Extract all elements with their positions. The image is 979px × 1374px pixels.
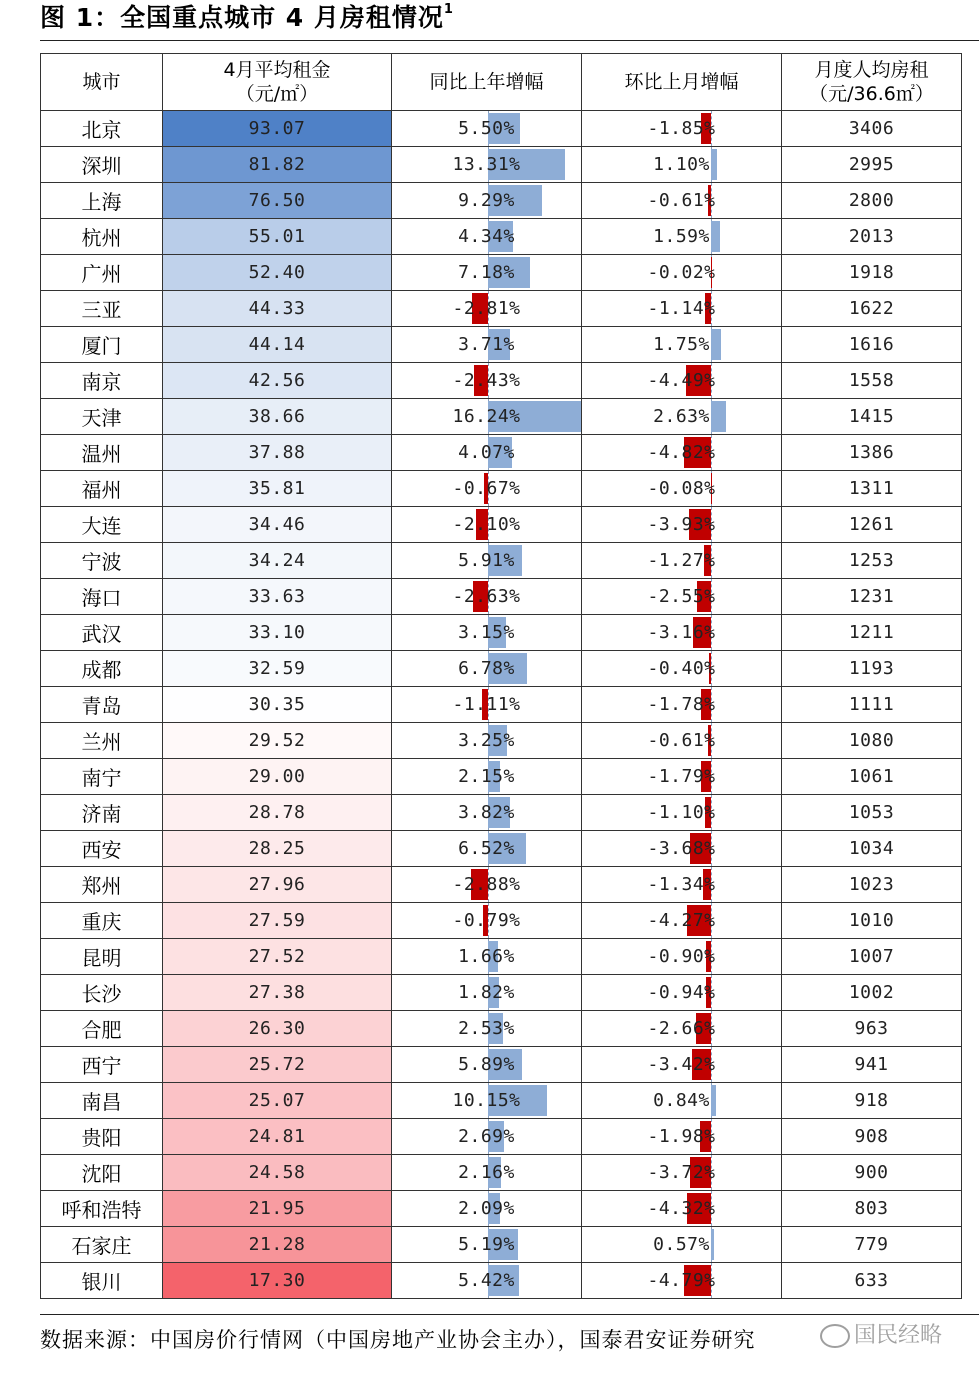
table-row [41, 327, 962, 363]
avg-rent-value: 24.58 [163, 1155, 392, 1191]
per-capita-rent-value: 3406 [782, 111, 962, 147]
watermark-text: 国民经略 [854, 1323, 943, 1348]
table-row [41, 543, 962, 579]
mom-cell [582, 795, 782, 831]
avg-rent-value: 28.25 [163, 831, 392, 867]
per-capita-rent-value: 633 [782, 1263, 962, 1299]
yoy-value: 10.15% [452, 1090, 521, 1111]
mom-cell [582, 147, 782, 183]
mom-value: 1.10% [653, 154, 710, 175]
avg-rent-value: 42.56 [163, 363, 392, 399]
yoy-value: 7.18% [458, 262, 515, 283]
yoy-cell [392, 759, 582, 795]
mom-value: 0.57% [653, 1234, 710, 1255]
mom-value: -3.68% [647, 838, 716, 859]
yoy-cell [392, 1227, 582, 1263]
yoy-cell [392, 1119, 582, 1155]
avg-rent-value: 29.00 [163, 759, 392, 795]
per-capita-rent-value: 1211 [782, 615, 962, 651]
city-name: 大连 [41, 507, 163, 543]
watermark [820, 1318, 942, 1354]
table-row [41, 651, 962, 687]
yoy-value: 13.31% [452, 154, 521, 175]
table-row [41, 399, 962, 435]
yoy-value: 3.15% [458, 622, 515, 643]
figure-title [40, 0, 454, 36]
per-capita-rent-value: 1002 [782, 975, 962, 1011]
mom-value: -3.42% [647, 1054, 716, 1075]
table-row [41, 1155, 962, 1191]
mom-value: -1.85% [647, 118, 716, 139]
city-name: 合肥 [41, 1011, 163, 1047]
city-name: 南京 [41, 363, 163, 399]
mom-cell [582, 543, 782, 579]
avg-rent-value: 93.07 [163, 111, 392, 147]
yoy-value: 2.15% [458, 766, 515, 787]
avg-rent-value: 29.52 [163, 723, 392, 759]
table-row [41, 939, 962, 975]
mom-cell [582, 111, 782, 147]
table-row [41, 687, 962, 723]
mom-bar [711, 149, 717, 180]
mom-cell [582, 903, 782, 939]
table-row [41, 435, 962, 471]
header-city: 城市 [41, 54, 163, 111]
avg-rent-value: 76.50 [163, 183, 392, 219]
yoy-cell [392, 471, 582, 507]
per-capita-rent-value: 1010 [782, 903, 962, 939]
mom-cell [582, 723, 782, 759]
mom-bar [711, 221, 720, 252]
table-row [41, 975, 962, 1011]
yoy-cell [392, 831, 582, 867]
per-capita-rent-value: 908 [782, 1119, 962, 1155]
mom-cell [582, 219, 782, 255]
city-name: 福州 [41, 471, 163, 507]
city-name: 呼和浩特 [41, 1191, 163, 1227]
city-name: 成都 [41, 651, 163, 687]
mom-bar [711, 1085, 716, 1116]
mom-cell [582, 939, 782, 975]
mom-value: -0.40% [647, 658, 716, 679]
mom-cell [582, 363, 782, 399]
yoy-value: -1.11% [452, 694, 521, 715]
per-capita-rent-value: 900 [782, 1155, 962, 1191]
yoy-cell [392, 147, 582, 183]
avg-rent-value: 27.96 [163, 867, 392, 903]
mom-value: -4.32% [647, 1198, 716, 1219]
per-capita-rent-value: 941 [782, 1047, 962, 1083]
header-yoy: 同比上年增幅 [392, 54, 582, 111]
yoy-value: -2.43% [452, 370, 521, 391]
city-name: 宁波 [41, 543, 163, 579]
table-row [41, 1191, 962, 1227]
mom-cell [582, 867, 782, 903]
table-row [41, 255, 962, 291]
mom-value: 0.84% [653, 1090, 710, 1111]
yoy-cell [392, 435, 582, 471]
mom-cell [582, 1047, 782, 1083]
table-row [41, 1119, 962, 1155]
yoy-cell [392, 903, 582, 939]
city-name: 银川 [41, 1263, 163, 1299]
header-per-capita-line1: 月度人均房租 [814, 59, 929, 81]
city-name: 厦门 [41, 327, 163, 363]
table-row [41, 1083, 962, 1119]
avg-rent-value: 21.95 [163, 1191, 392, 1227]
mom-value: -0.90% [647, 946, 716, 967]
city-name: 三亚 [41, 291, 163, 327]
yoy-cell [392, 399, 582, 435]
mom-cell [582, 507, 782, 543]
yoy-value: 1.82% [458, 982, 515, 1003]
mom-value: -1.78% [647, 694, 716, 715]
per-capita-rent-value: 1034 [782, 831, 962, 867]
yoy-cell [392, 507, 582, 543]
city-name: 上海 [41, 183, 163, 219]
per-capita-rent-value: 1261 [782, 507, 962, 543]
yoy-value: 2.09% [458, 1198, 515, 1219]
mom-value: -0.08% [647, 478, 716, 499]
yoy-cell [392, 1191, 582, 1227]
mom-cell [582, 1119, 782, 1155]
avg-rent-value: 33.63 [163, 579, 392, 615]
city-name: 贵阳 [41, 1119, 163, 1155]
header-avg-rent-line2: （元/㎡） [235, 83, 319, 105]
avg-rent-value: 17.30 [163, 1263, 392, 1299]
wechat-icon [820, 1324, 850, 1348]
avg-rent-value: 81.82 [163, 147, 392, 183]
table-row [41, 795, 962, 831]
mom-value: -0.94% [647, 982, 716, 1003]
avg-rent-value: 21.28 [163, 1227, 392, 1263]
city-name: 温州 [41, 435, 163, 471]
city-name: 济南 [41, 795, 163, 831]
table-row [41, 759, 962, 795]
yoy-value: 9.29% [458, 190, 515, 211]
per-capita-rent-value: 1558 [782, 363, 962, 399]
yoy-cell [392, 111, 582, 147]
city-name: 南宁 [41, 759, 163, 795]
mom-value: -4.49% [647, 370, 716, 391]
yoy-cell [392, 651, 582, 687]
mom-value: -4.79% [647, 1270, 716, 1291]
per-capita-rent-value: 918 [782, 1083, 962, 1119]
city-name: 海口 [41, 579, 163, 615]
yoy-value: -2.88% [452, 874, 521, 895]
per-capita-rent-value: 1061 [782, 759, 962, 795]
table-row [41, 219, 962, 255]
yoy-cell [392, 723, 582, 759]
city-name: 西宁 [41, 1047, 163, 1083]
per-capita-rent-value: 1053 [782, 795, 962, 831]
mom-bar [711, 401, 726, 432]
city-name: 长沙 [41, 975, 163, 1011]
mom-value: -3.72% [647, 1162, 716, 1183]
avg-rent-value: 38.66 [163, 399, 392, 435]
table-row [41, 903, 962, 939]
per-capita-rent-value: 1415 [782, 399, 962, 435]
yoy-value: 16.24% [452, 406, 521, 427]
mom-value: -2.55% [647, 586, 716, 607]
per-capita-rent-value: 1080 [782, 723, 962, 759]
mom-value: 1.75% [653, 334, 710, 355]
table-row [41, 867, 962, 903]
table-row [41, 471, 962, 507]
per-capita-rent-value: 1386 [782, 435, 962, 471]
mom-cell [582, 1227, 782, 1263]
yoy-value: 5.42% [458, 1270, 515, 1291]
avg-rent-value: 25.72 [163, 1047, 392, 1083]
rent-table [40, 53, 962, 1299]
city-name: 重庆 [41, 903, 163, 939]
yoy-value: 3.71% [458, 334, 515, 355]
yoy-value: -2.10% [452, 514, 521, 535]
yoy-cell [392, 867, 582, 903]
table-row [41, 111, 962, 147]
yoy-cell [392, 579, 582, 615]
table-row [41, 183, 962, 219]
mom-cell [582, 471, 782, 507]
yoy-value: 3.25% [458, 730, 515, 751]
top-rule [40, 40, 979, 41]
per-capita-rent-value: 1111 [782, 687, 962, 723]
table-row [41, 363, 962, 399]
city-name: 天津 [41, 399, 163, 435]
avg-rent-value: 34.24 [163, 543, 392, 579]
mom-value: -0.61% [647, 730, 716, 751]
yoy-value: 6.78% [458, 658, 515, 679]
yoy-cell [392, 1155, 582, 1191]
mom-value: -1.27% [647, 550, 716, 571]
per-capita-rent-value: 1007 [782, 939, 962, 975]
mom-cell [582, 687, 782, 723]
mom-value: -1.10% [647, 802, 716, 823]
yoy-cell [392, 543, 582, 579]
yoy-value: 1.66% [458, 946, 515, 967]
mom-cell [582, 1155, 782, 1191]
mom-value: 2.63% [653, 406, 710, 427]
yoy-cell [392, 975, 582, 1011]
yoy-cell [392, 363, 582, 399]
header-per-capita [782, 54, 962, 111]
per-capita-rent-value: 2013 [782, 219, 962, 255]
per-capita-rent-value: 803 [782, 1191, 962, 1227]
yoy-value: 5.19% [458, 1234, 515, 1255]
yoy-value: -0.67% [452, 478, 521, 499]
yoy-cell [392, 219, 582, 255]
mom-cell [582, 1011, 782, 1047]
yoy-cell [392, 615, 582, 651]
mom-bar [711, 1229, 714, 1260]
city-name: 北京 [41, 111, 163, 147]
table-row [41, 831, 962, 867]
city-name: 南昌 [41, 1083, 163, 1119]
mom-cell [582, 615, 782, 651]
per-capita-rent-value: 1616 [782, 327, 962, 363]
per-capita-rent-value: 1253 [782, 543, 962, 579]
avg-rent-value: 28.78 [163, 795, 392, 831]
yoy-cell [392, 795, 582, 831]
mom-cell [582, 255, 782, 291]
yoy-cell [392, 1047, 582, 1083]
mom-cell [582, 327, 782, 363]
city-name: 昆明 [41, 939, 163, 975]
mom-cell [582, 831, 782, 867]
avg-rent-value: 34.46 [163, 507, 392, 543]
table-body [41, 111, 962, 1299]
city-name: 广州 [41, 255, 163, 291]
table-row [41, 1011, 962, 1047]
city-name: 石家庄 [41, 1227, 163, 1263]
yoy-cell [392, 327, 582, 363]
avg-rent-value: 27.59 [163, 903, 392, 939]
mom-value: -1.34% [647, 874, 716, 895]
per-capita-rent-value: 2800 [782, 183, 962, 219]
per-capita-rent-value: 1023 [782, 867, 962, 903]
mom-cell [582, 291, 782, 327]
yoy-value: 2.16% [458, 1162, 515, 1183]
table-row [41, 615, 962, 651]
avg-rent-value: 52.40 [163, 255, 392, 291]
avg-rent-value: 27.52 [163, 939, 392, 975]
mom-cell [582, 1083, 782, 1119]
header-per-capita-line2: （元/36.6㎡） [809, 83, 934, 105]
avg-rent-value: 37.88 [163, 435, 392, 471]
per-capita-rent-value: 1918 [782, 255, 962, 291]
yoy-value: 2.69% [458, 1126, 515, 1147]
table-row [41, 579, 962, 615]
footnote-marker: 1 [443, 2, 454, 17]
mom-value: 1.59% [653, 226, 710, 247]
avg-rent-value: 30.35 [163, 687, 392, 723]
yoy-cell [392, 687, 582, 723]
bottom-rule [40, 1314, 979, 1315]
per-capita-rent-value: 1193 [782, 651, 962, 687]
table-header-row [41, 54, 962, 111]
yoy-cell [392, 255, 582, 291]
mom-bar [711, 329, 721, 360]
city-name: 武汉 [41, 615, 163, 651]
mom-cell [582, 759, 782, 795]
city-name: 郑州 [41, 867, 163, 903]
yoy-value: -2.63% [452, 586, 521, 607]
per-capita-rent-value: 1231 [782, 579, 962, 615]
yoy-value: 5.91% [458, 550, 515, 571]
table-row [41, 1047, 962, 1083]
city-name: 深圳 [41, 147, 163, 183]
avg-rent-value: 44.33 [163, 291, 392, 327]
mom-value: -2.66% [647, 1018, 716, 1039]
yoy-cell [392, 939, 582, 975]
yoy-value: 6.52% [458, 838, 515, 859]
table-row [41, 723, 962, 759]
header-mom: 环比上月增幅 [582, 54, 782, 111]
mom-cell [582, 435, 782, 471]
table-row [41, 147, 962, 183]
yoy-value: 3.82% [458, 802, 515, 823]
city-name: 西安 [41, 831, 163, 867]
mom-value: -1.79% [647, 766, 716, 787]
table-row [41, 1227, 962, 1263]
mom-value: -0.02% [647, 262, 716, 283]
yoy-value: 5.89% [458, 1054, 515, 1075]
avg-rent-value: 44.14 [163, 327, 392, 363]
yoy-cell [392, 183, 582, 219]
avg-rent-value: 27.38 [163, 975, 392, 1011]
per-capita-rent-value: 1622 [782, 291, 962, 327]
figure-title-text: 图 1：全国重点城市 4 月房租情况 [40, 3, 444, 32]
mom-cell [582, 975, 782, 1011]
mom-value: -4.27% [647, 910, 716, 931]
city-name: 杭州 [41, 219, 163, 255]
mom-value: -3.93% [647, 514, 716, 535]
mom-cell [582, 1263, 782, 1299]
avg-rent-value: 55.01 [163, 219, 392, 255]
city-name: 青岛 [41, 687, 163, 723]
city-name: 兰州 [41, 723, 163, 759]
mom-value: -1.14% [647, 298, 716, 319]
yoy-value: -2.81% [452, 298, 521, 319]
yoy-value: 4.34% [458, 226, 515, 247]
per-capita-rent-value: 779 [782, 1227, 962, 1263]
avg-rent-value: 35.81 [163, 471, 392, 507]
yoy-cell [392, 1263, 582, 1299]
yoy-value: 5.50% [458, 118, 515, 139]
yoy-value: -0.79% [452, 910, 521, 931]
table-row [41, 1263, 962, 1299]
mom-value: -4.82% [647, 442, 716, 463]
per-capita-rent-value: 1311 [782, 471, 962, 507]
avg-rent-value: 26.30 [163, 1011, 392, 1047]
avg-rent-value: 32.59 [163, 651, 392, 687]
yoy-cell [392, 1083, 582, 1119]
yoy-value: 2.53% [458, 1018, 515, 1039]
mom-value: -3.16% [647, 622, 716, 643]
yoy-cell [392, 291, 582, 327]
mom-cell [582, 1191, 782, 1227]
avg-rent-value: 33.10 [163, 615, 392, 651]
table-row [41, 507, 962, 543]
per-capita-rent-value: 963 [782, 1011, 962, 1047]
yoy-value: 4.07% [458, 442, 515, 463]
source-note: 数据来源：中国房价行情网（中国房地产业协会主办），国泰君安证券研究 [40, 1328, 756, 1352]
yoy-cell [392, 1011, 582, 1047]
mom-value: -0.61% [647, 190, 716, 211]
table-row [41, 291, 962, 327]
header-avg-rent-line1: 4月平均租金 [223, 59, 331, 81]
city-name: 沈阳 [41, 1155, 163, 1191]
mom-cell [582, 183, 782, 219]
mom-cell [582, 651, 782, 687]
avg-rent-value: 24.81 [163, 1119, 392, 1155]
mom-cell [582, 579, 782, 615]
per-capita-rent-value: 2995 [782, 147, 962, 183]
header-avg-rent [163, 54, 392, 111]
mom-cell [582, 399, 782, 435]
mom-value: -1.98% [647, 1126, 716, 1147]
avg-rent-value: 25.07 [163, 1083, 392, 1119]
